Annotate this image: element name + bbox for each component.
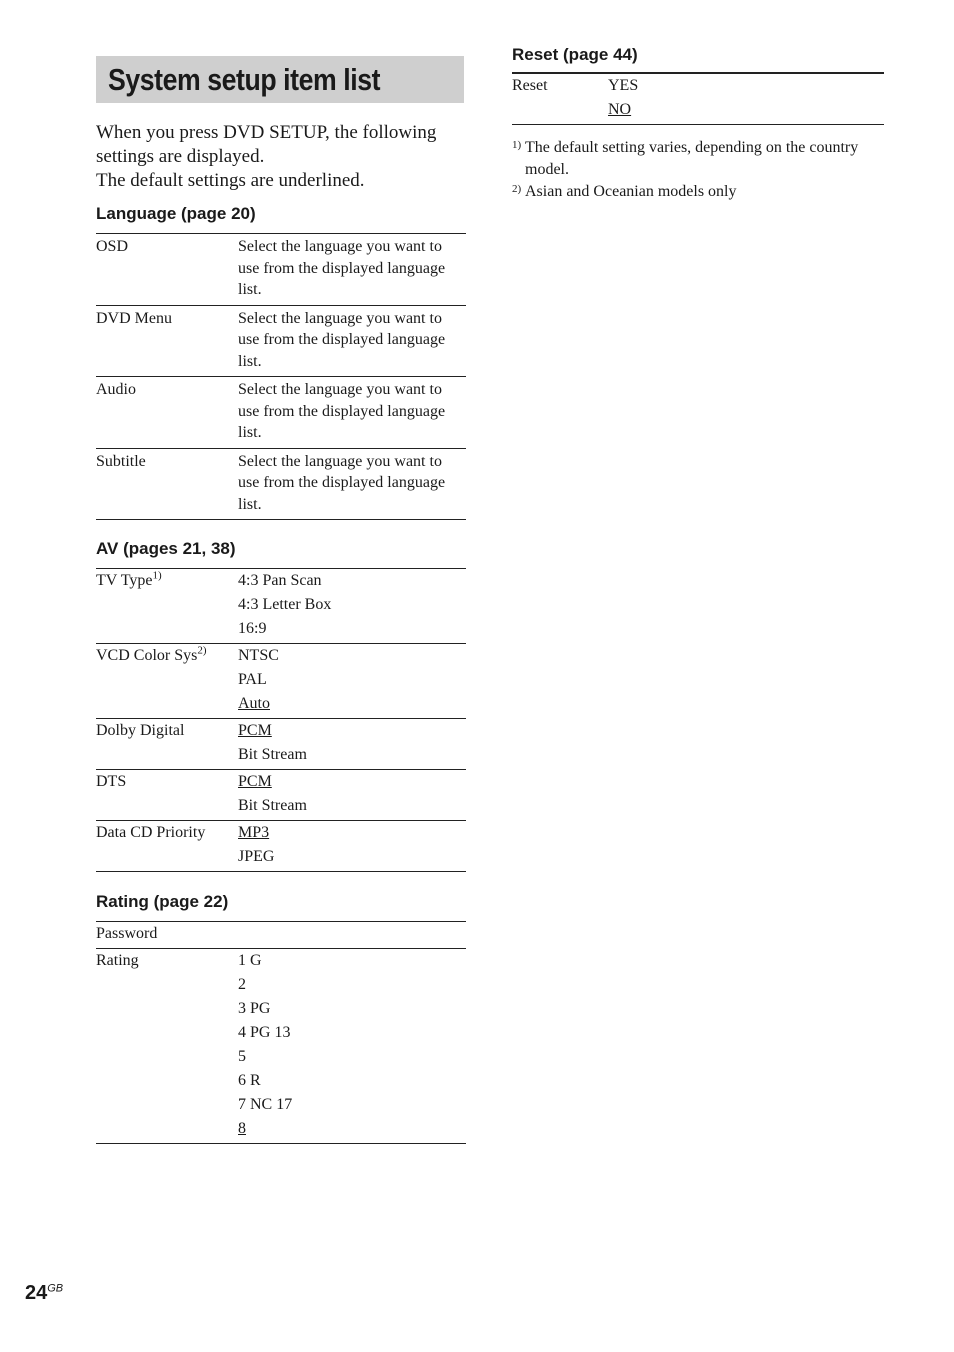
intro-text [96,121,466,193]
table-row [96,644,466,719]
rating-heading: Rating (page 22) [96,892,229,911]
reset-heading: Reset (page 44) [512,45,638,64]
setting-desc [238,448,466,520]
page-suffix: GB [47,1282,64,1295]
setting-name: Dolby Digital [96,722,185,739]
setting-name: TV Type$^{1)}$ [96,569,162,589]
table-row [96,922,466,949]
right-column [512,44,884,203]
setting-name: Audio [96,381,136,398]
desc-line: Select the language you want to [238,309,442,327]
intro-line: The default settings are underlined. [96,170,365,191]
table-row [96,569,466,644]
desc-line: Select the language you want to [238,238,442,255]
intro-line: settings are displayed. [96,146,265,167]
table-row [96,719,466,770]
desc-line: use from the displayed language [238,331,446,348]
title-bar [96,56,464,103]
setting-name: Reset [512,77,548,94]
option: 1 G [238,952,262,969]
setting-options [238,644,466,719]
setting-name: Subtitle [96,452,146,470]
table-row [96,377,466,449]
setting-options [238,821,466,872]
option: 3 PG [238,1000,271,1017]
setting-name: OSD [96,238,129,255]
footnote-line: model. [525,161,569,178]
table-row [96,821,466,872]
intro-line: When you press DVD SETUP, the following [96,122,437,143]
option: 4 PG 13 [238,1024,291,1041]
setting-desc [238,377,466,449]
footnote: 2) Asian and Oceanian models only [512,181,884,203]
av-table [96,568,466,872]
setting-name: DTS [96,773,127,790]
table-row [96,949,466,1144]
option: 2 [238,976,246,993]
footnote: 1) The default setting varies, depending on the country model. [512,137,884,181]
desc-line: list. [238,424,262,441]
setting-options [608,73,884,125]
language-heading: Language (page 20) [96,204,256,223]
page-number-value: 24 [25,1282,48,1304]
setting-options [238,569,466,644]
page-title: System setup item list [108,62,381,97]
default-option: PCM [238,773,272,790]
option: 6 R [238,1072,261,1089]
reset-table [512,72,884,125]
option: JPEG [238,848,275,865]
rating-table [96,921,466,1144]
option: NTSC [238,647,279,664]
footnote-mark: 1) [152,569,162,582]
default-option: NO [608,101,632,118]
desc-line: list. [238,352,262,370]
setting-name: Password [96,925,158,942]
av-heading: AV (pages 21, 38) [96,539,236,558]
option: PAL [238,671,267,688]
footnote-mark: 2) [197,644,207,657]
desc-line: use from the displayed language [238,402,446,420]
table-row [96,234,466,306]
option: 4:3 Letter Box [238,596,332,613]
default-option: MP3 [238,824,270,841]
setting-name: Data CD Priority [96,824,206,841]
footnote-line: The default setting varies, depending on the country [525,139,859,156]
setting-name: VCD Color Sys$^{2)}$ [96,644,207,664]
footnote-line: Asian and Oceanian models only [525,183,737,200]
desc-line: list. [238,495,262,513]
table-row [96,448,466,520]
option: Bit Stream [238,746,307,763]
setting-options [238,949,466,1144]
default-option: PCM [238,722,272,739]
setting-desc [238,234,466,306]
setting-name: DVD Menu [96,309,172,327]
page-number [25,1282,63,1305]
table-row [96,305,466,377]
table-row [96,770,466,821]
left-column [96,56,466,1144]
desc-line: use from the displayed language [238,474,446,491]
footnotes [512,137,884,203]
desc-line: use from the displayed language [238,259,446,277]
setting-options [238,719,466,770]
option: 4:3 Pan Scan [238,572,322,589]
option: Bit Stream [238,797,307,814]
default-option: 8 [238,1120,246,1137]
desc-line: list. [238,281,262,298]
table-row [512,73,884,125]
desc-line: Select the language you want to [238,381,442,398]
option: 7 NC 17 [238,1096,293,1113]
setting-name: Rating [96,952,139,969]
default-option: Auto [238,695,270,712]
option: 16:9 [238,620,267,637]
desc-line: Select the language you want to [238,452,442,470]
setting-options [238,770,466,821]
setting-desc [238,305,466,377]
option: 5 [238,1048,246,1065]
language-table [96,233,466,520]
option: YES [608,77,639,94]
